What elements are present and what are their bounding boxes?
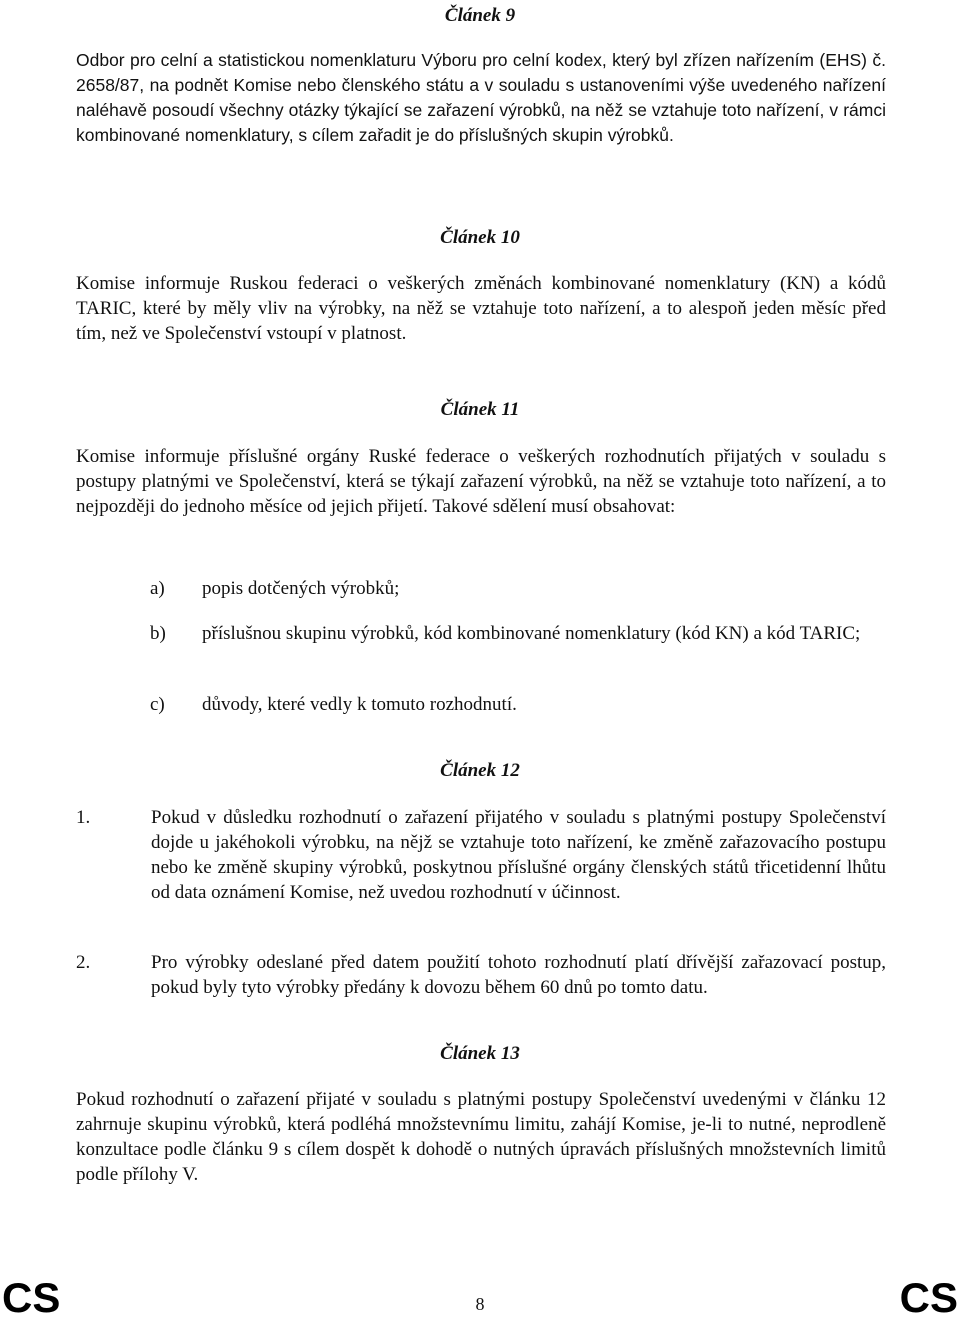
list-text: důvody, které vedly k tomuto rozhodnutí. <box>202 694 517 715</box>
num-label: 1. <box>76 807 91 828</box>
article-12-title: Článek 12 <box>440 760 520 781</box>
list-label: c) <box>150 694 165 715</box>
num-text: Pro výrobky odeslané před datem použití tohoto rozhodnutí platí dřívější zařazovací postup, pokud byly tyto výrobky předány k dovozu během 60 dnů po tomto datu. <box>151 952 886 998</box>
article-13-text: Pokud rozhodnutí o zařazení přijaté v souladu s platnými postupy Společenství uvedenými v článku 12 zahrnuje skupinu výrobků, která podléhá množstevnímu limitu, zahájí Komise, je-li to nutné, neprodleně konzultace podle článku 9 s cílem dospět k dohodě o nutných úpravách příslušných množstevních limitů podle přílohy V. <box>76 1089 886 1185</box>
list-label: a) <box>150 578 165 599</box>
num-label: 2. <box>76 952 91 973</box>
article-12-item-2 <box>76 950 886 1000</box>
article-9-text: Odbor pro celní a statistickou nomenklaturu Výboru pro celní kodex, který byl zřízen nařízením (EHS) č. 2658/87, na podnět Komise nebo členského státu a v souladu s ustanoveními výše uvedeného nařízení naléhavě posoudí všechny otázky týkající se zařazení výrobků, na něž se vztahuje toto nařízení, v rámci kombinované nomenklatury, s cílem zařadit je do příslušných skupin výrobků. <box>76 50 886 145</box>
article-11-title: Článek 11 <box>440 399 520 420</box>
list-label: b) <box>150 623 166 644</box>
article-11-item-a <box>150 576 886 601</box>
num-text: Pokud v důsledku rozhodnutí o zařazení přijatého v souladu s platnými postupy Společenství dojde u jakéhokoli výrobku, na nějž se vztahuje toto nařízení, ke změně zařazovacího postupu nebo ke změně skupiny výrobků, poskytnou příslušné orgány členských států třicetidenní lhůtu od data oznámení Komise, než uvedou rozhodnutí v účinnost. <box>151 807 886 903</box>
article-10-title: Článek 10 <box>440 227 520 248</box>
list-text: popis dotčených výrobků; <box>202 578 400 599</box>
list-text: příslušnou skupinu výrobků, kód kombinované nomenklatury (kód KN) a kód TARIC; <box>202 623 861 644</box>
article-11-item-c <box>150 692 886 717</box>
footer-language-mark-right: CS <box>899 1274 958 1321</box>
page-number: 8 <box>475 1294 485 1314</box>
article-11-item-b <box>150 621 886 646</box>
article-11-text: Komise informuje příslušné orgány Ruské federace o veškerých rozhodnutích přijatých v souladu s postupy platnými ve Společenství, která se týkají zařazení výrobků, na něž se vztahuje toto nařízení, a to nejpozději do jednoho měsíce od jejich přijetí. Takové sdělení musí obsahovat: <box>76 446 886 517</box>
article-13-title: Článek 13 <box>440 1043 520 1064</box>
article-9-title: Článek 9 <box>444 5 516 26</box>
footer-language-mark-left: CS <box>2 1274 61 1321</box>
article-12-item-1 <box>76 805 886 905</box>
article-10-text: Komise informuje Ruskou federaci o veškerých změnách kombinované nomenklatury (KN) a kódů TARIC, které by měly vliv na výrobky, na něž se vztahuje toto nařízení, a to alespoň jeden měsíc před tím, než ve Společenství vstoupí v platnost. <box>76 273 886 344</box>
